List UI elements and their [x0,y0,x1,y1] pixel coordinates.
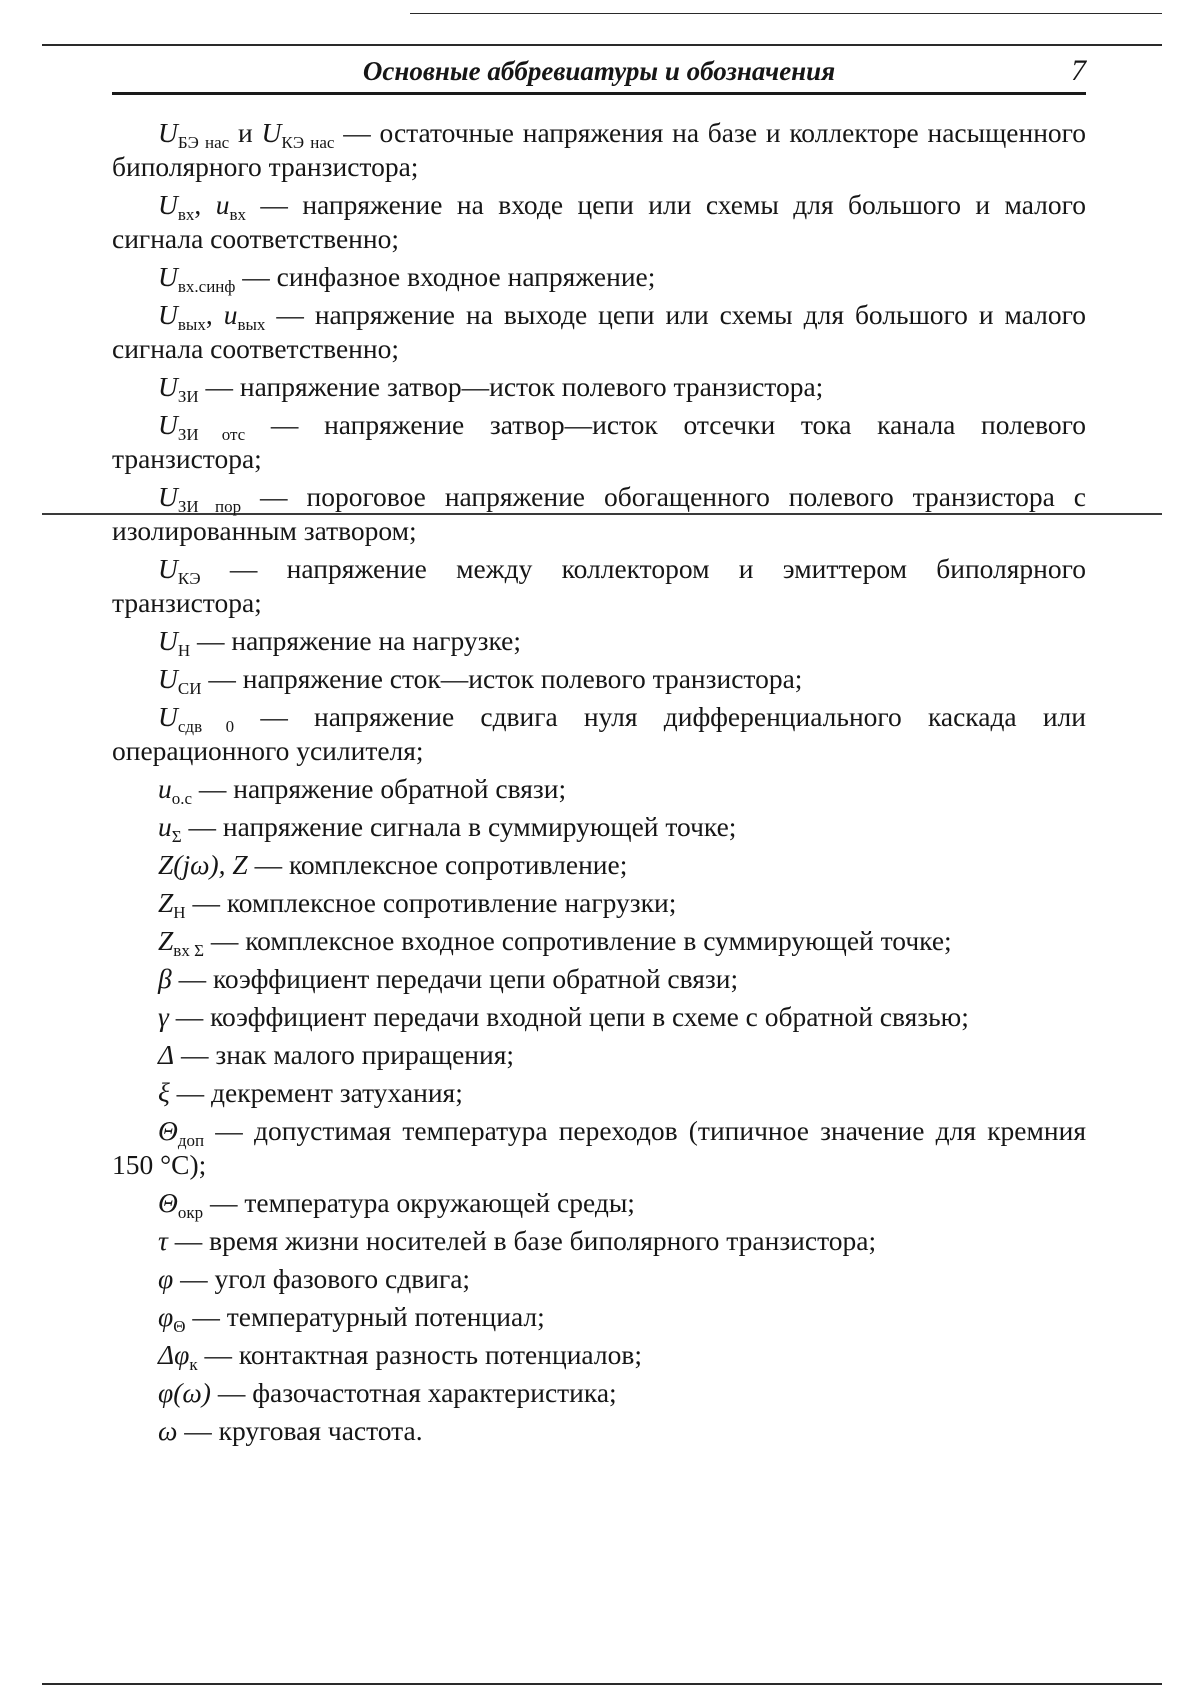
top-rule [42,44,1162,46]
top-short-rule [410,13,1162,14]
symbol: φ(ω) [158,1377,211,1408]
definition: — фазочастотная характеристика; [210,1377,617,1408]
abbreviation-entry [112,1338,1086,1372]
bottom-rule [42,1683,1162,1685]
symbol: u [158,811,172,842]
definition: — комплексное сопротивление нагрузки; [185,887,677,918]
abbreviation-entry [112,662,1086,696]
symbol: Δ [158,1039,175,1070]
symbol: U [158,117,178,148]
abbreviation-entry [112,370,1086,404]
definition: — коэффициент передачи цепи обратной связи; [171,963,739,994]
symbol: U [158,189,178,220]
symbol: u [215,189,230,220]
definition: — напряжение обратной связи; [192,773,567,804]
symbol-subscript: вх Σ [173,941,204,960]
definition: — температурный потенциал; [185,1301,545,1332]
abbreviation-list [112,116,1086,1452]
definition: — напряжение сигнала в суммирующей точке; [181,811,737,842]
definition: — остаточные напряжения на базе и коллекторе насыщенного биполярного транзистора; [112,117,1086,182]
symbol: τ [158,1225,168,1256]
abbreviation-entry [112,624,1086,658]
symbol-subscript: окр [177,1203,204,1222]
symbol: ω [158,1415,178,1446]
symbol-subscript: вх [177,205,195,224]
symbol-subscript: вых [177,315,206,334]
definition: — напряжение на нагрузке; [190,625,521,656]
symbol: φ [158,1301,174,1332]
running-header [112,52,1086,95]
symbol: Θ [158,1187,178,1218]
symbol: φ [158,1263,174,1294]
symbol-subscript: Σ [171,827,182,846]
definition: — декремент затухания; [169,1077,463,1108]
symbol-subscript: КЭ [177,569,201,588]
abbreviation-entry [112,886,1086,920]
abbreviation-entry [112,298,1086,366]
symbol-subscript: Н [177,641,191,660]
abbreviation-entry [112,1000,1086,1034]
page-number: 7 [1071,54,1086,87]
symbol: U [158,409,178,440]
definition: — напряжение сдвига нуля дифференциального каскада или операционного усилителя; [112,701,1086,766]
symbol-subscript: Н [173,903,186,922]
abbreviation-entry [112,848,1086,882]
symbol: U [158,371,178,402]
symbol: Δφ [158,1339,190,1370]
definition: — напряжение сток—исток полевого транзистора; [201,663,803,694]
abbreviation-entry [112,1186,1086,1220]
symbol: U [158,625,178,656]
definition: — напряжение на входе цепи или схемы для большого и малого сигнала соответственно; [112,189,1087,254]
symbol-subscript: сдв 0 [177,717,235,736]
abbreviation-entry [112,1038,1086,1072]
symbol-subscript: Θ [173,1317,186,1336]
definition: — напряжение между коллектором и эмиттером биполярного транзистора; [112,553,1086,618]
abbreviation-entry [112,700,1086,768]
symbol: U [158,299,178,330]
definition: — комплексное входное сопротивление в суммирующей точке; [203,925,952,956]
symbol: u [158,773,172,804]
abbreviation-entry [112,772,1086,806]
definition: — комплексное сопротивление; [247,849,628,880]
definition: — время жизни носителей в базе биполярного транзистора; [167,1225,877,1256]
symbol-subscript: к [189,1355,198,1374]
abbreviation-entry [112,480,1086,548]
symbol-subscript: ЗИ отс [177,425,246,444]
abbreviation-entry [112,962,1086,996]
symbol: U [158,553,178,584]
abbreviation-entry [112,810,1086,844]
symbol-subscript: БЭ нас [177,133,230,152]
symbol-subscript: СИ [177,679,202,698]
definition: — угол фазового сдвига; [173,1263,471,1294]
symbol: U [158,261,178,292]
symbol: Z [158,887,174,918]
definition: — напряжение затвор—исток полевого транзистора; [198,371,824,402]
symbol-subscript: о.с [171,789,193,808]
symbol: ξ [158,1077,170,1108]
symbol-subscript: доп [177,1131,205,1150]
definition: — синфазное входное напряжение; [235,261,656,292]
abbreviation-entry [112,260,1086,294]
definition: — круговая частота. [177,1415,423,1446]
definition: — напряжение затвор—исток отсечки тока канала полевого транзистора; [112,409,1086,474]
symbol-subscript: ЗИ пор [177,497,242,516]
abbreviation-entry [112,1262,1086,1296]
symbol: Z [158,925,174,956]
definition: — температура окружающей среды; [203,1187,635,1218]
abbreviation-entry [112,1076,1086,1110]
definition: — допустимая температура переходов (типичное значение для кремния 150 °С); [112,1115,1086,1180]
conjunction: , [194,189,216,220]
symbol-subscript: вх [229,205,246,224]
definition: — напряжение на выходе цепи или схемы для большого и малого сигнала соответственно; [112,299,1086,364]
abbreviation-entry [112,1414,1086,1448]
definition: — знак малого приращения; [174,1039,515,1070]
abbreviation-entry [112,1114,1086,1182]
abbreviation-entry [112,552,1086,620]
definition: — контактная разность потенциалов; [197,1339,642,1370]
definition: — коэффициент передачи входной цепи в схеме с обратной связью; [168,1001,969,1032]
symbol: Θ [158,1115,178,1146]
symbol: u [223,299,238,330]
symbol: U [261,117,282,148]
abbreviation-entry [112,188,1086,256]
symbol-subscript: ЗИ [177,387,199,406]
abbreviation-entry [112,116,1086,184]
symbol-subscript: вых [237,315,266,334]
conjunction: , [205,299,224,330]
symbol-subscript: КЭ нас [281,133,335,152]
symbol: U [158,481,178,512]
symbol-subscript: вх.синф [177,277,236,296]
abbreviation-entry [112,408,1086,476]
abbreviation-entry [112,1224,1086,1258]
symbol: U [158,701,178,732]
symbol: Z(jω), Z [158,849,248,880]
running-title: Основные аббревиатуры и обозначения [362,56,836,86]
definition: — пороговое напряжение обогащенного полевого транзистора с изолированным затвором; [112,481,1086,546]
abbreviation-entry [112,1376,1086,1410]
abbreviation-entry [112,924,1086,958]
symbol: U [158,663,178,694]
symbol: β [158,963,172,994]
conjunction: и [229,117,262,148]
symbol: γ [158,1001,169,1032]
abbreviation-entry [112,1300,1086,1334]
